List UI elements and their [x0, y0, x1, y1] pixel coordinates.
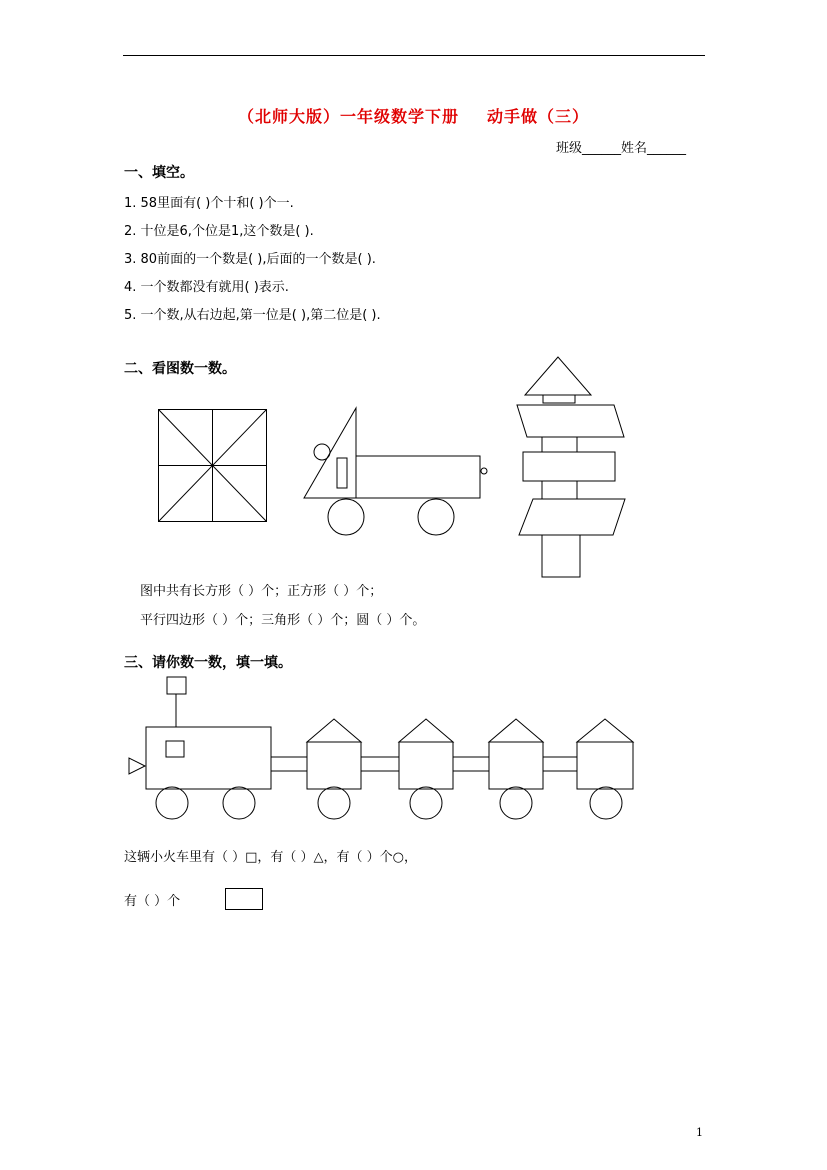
truck-figure: [300, 404, 492, 538]
section-3-line-2: 有（ ）个: [124, 894, 181, 909]
question-2: 2. 十位是6,个位是1,这个数是( ).: [124, 224, 314, 239]
signpost-tree-figure: [515, 355, 627, 581]
header-rule: [123, 55, 705, 56]
train-figure: [125, 675, 637, 821]
title-right: 动手做（三）: [487, 107, 590, 126]
section-3-line-1: 这辆小火车里有（ ）□，有（ ）△，有（ ）个○，: [124, 850, 418, 865]
page-number: 1: [696, 1126, 703, 1139]
section-2-line-1: 图中共有长方形（ ）个；正方形（ ）个；: [140, 584, 383, 599]
question-5: 5. 一个数,从右边起,第一位是( ),第二位是( ).: [124, 308, 381, 323]
question-3: 3. 80前面的一个数是( ),后面的一个数是( ).: [124, 252, 376, 267]
section-3-heading: 三、请你数一数，填一填。: [124, 655, 292, 671]
class-name-line: 班级______姓名______: [556, 141, 687, 156]
answer-box[interactable]: [225, 888, 263, 910]
worksheet-title: [0, 104, 827, 127]
section-1-heading: 一、填空。: [124, 165, 194, 181]
title-left: （北师大版）一年级数学下册: [237, 107, 459, 126]
question-4: 4. 一个数都没有就用( )表示.: [124, 280, 289, 295]
section-2-heading: 二、看图数一数。: [124, 361, 236, 377]
section-2-line-2: 平行四边形（ ）个；三角形（ ）个；圆（ ）个。: [140, 613, 426, 628]
question-1: 1. 58里面有( )个十和( )个一.: [124, 196, 294, 211]
divided-square-figure: [157, 408, 269, 524]
